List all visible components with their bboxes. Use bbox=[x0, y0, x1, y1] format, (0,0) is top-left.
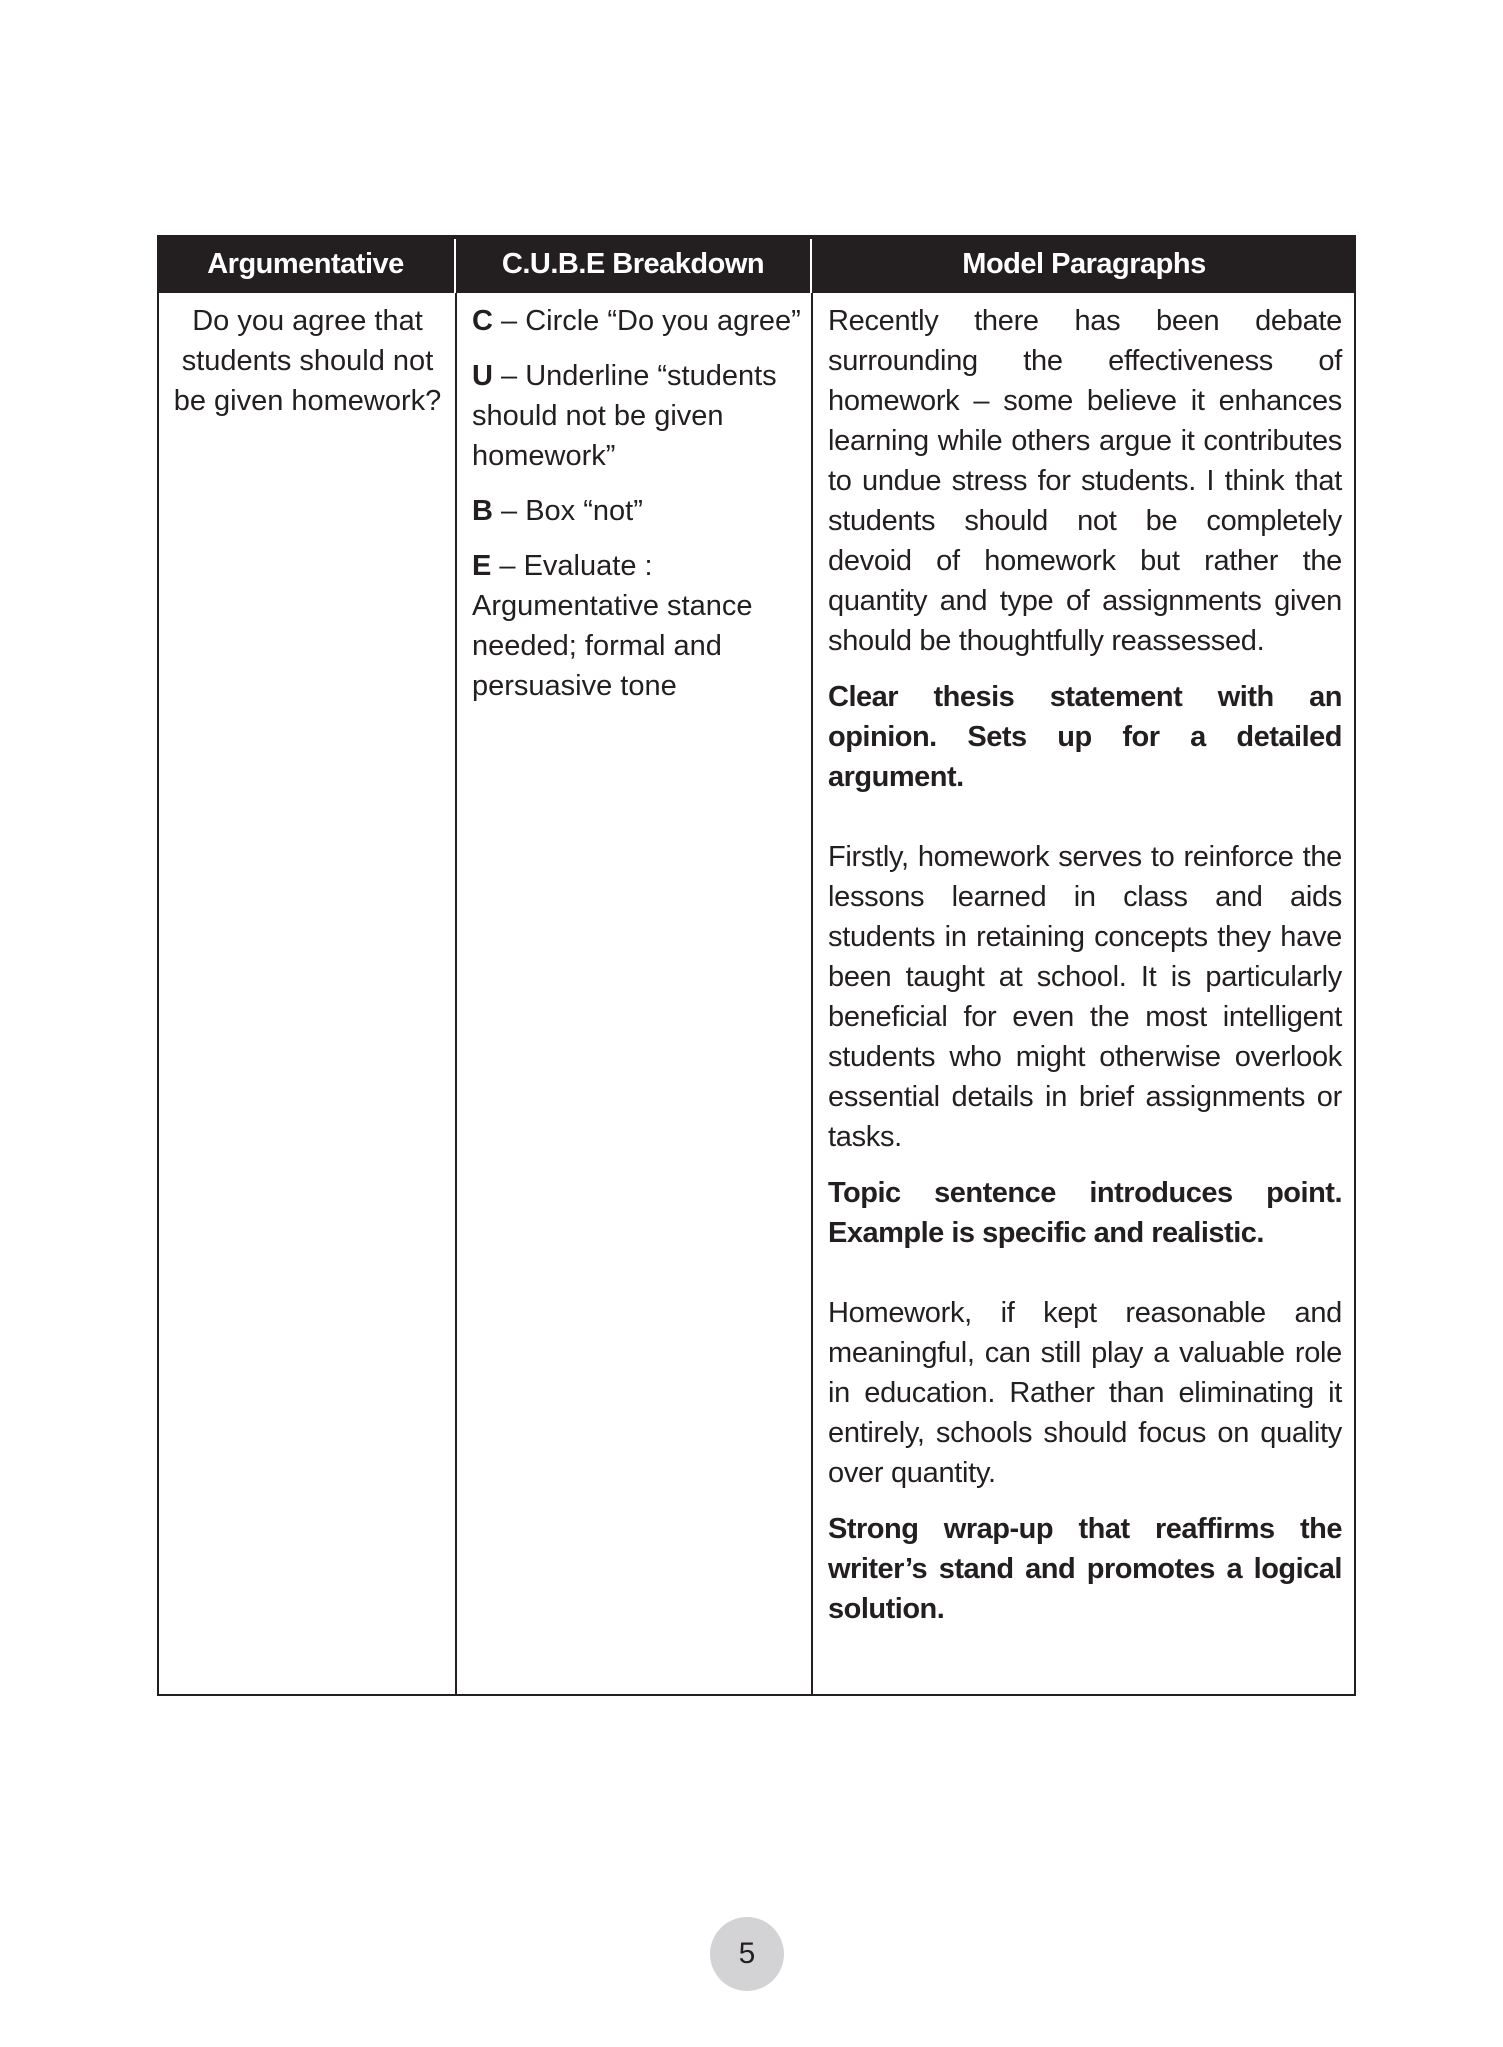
cube-item-b bbox=[472, 491, 802, 531]
header-argumentative: Argumentative bbox=[207, 248, 404, 280]
cube-breakdown-cell bbox=[458, 293, 812, 721]
cube-letter: B bbox=[472, 495, 493, 527]
question-text: Do you agree that students should not be given homework? bbox=[173, 305, 442, 417]
model-paragraph-intro: Recently there has been debate surrounding the effectiveness of homework – some believe it enhances learning while others argue it contributes to undue stress for students. I think that students should not be completely devoid of homework but rather the quantity and type of assignments given should be thoughtfully reassessed. bbox=[828, 305, 1342, 657]
model-paragraphs-cell bbox=[814, 293, 1356, 1629]
cube-letter: U bbox=[472, 360, 493, 392]
comment-intro: Clear thesis statement with an opinion. Sets up for a detailed argument. bbox=[828, 681, 1342, 793]
cube-text: – Evaluate : Argumentative stance needed; formal and persuasive tone bbox=[472, 550, 753, 702]
cube-text: – Circle “Do you agree” bbox=[492, 305, 801, 337]
cube-text: – Underline “students should not be given homework” bbox=[472, 360, 777, 472]
comment-conclusion: Strong wrap-up that reaffirms the writer’s stand and promotes a logical solution. bbox=[828, 1513, 1342, 1625]
page-number-badge: 5 bbox=[710, 1917, 784, 1991]
question-cell bbox=[159, 293, 456, 421]
column-divider bbox=[455, 293, 457, 1694]
cube-item-e bbox=[472, 546, 802, 706]
cube-letter: C bbox=[472, 305, 493, 337]
cube-item-u bbox=[472, 356, 802, 476]
cube-table bbox=[157, 235, 1356, 1696]
cube-letter: E bbox=[472, 550, 492, 582]
model-paragraph-conclusion: Homework, if kept reasonable and meaningful, can still play a valuable role in education. Rather than eliminating it entirely, schools should focus on quality over quantity. bbox=[828, 1297, 1342, 1489]
cube-item-c bbox=[472, 301, 802, 341]
header-cube-breakdown: C.U.B.E Breakdown bbox=[501, 248, 765, 280]
table-header-row bbox=[157, 235, 1356, 293]
header-model-paragraphs: Model Paragraphs bbox=[962, 248, 1206, 280]
cube-text: – Box “not” bbox=[492, 495, 643, 527]
model-paragraph-body: Firstly, homework serves to reinforce the lessons learned in class and aids students in retaining concepts they have been taught at school. It is particularly beneficial for even the most intelligent students who might otherwise overlook essential details in brief assignments or tasks. bbox=[828, 841, 1342, 1153]
comment-body: Topic sentence introduces point. Example is specific and realistic. bbox=[828, 1177, 1342, 1249]
